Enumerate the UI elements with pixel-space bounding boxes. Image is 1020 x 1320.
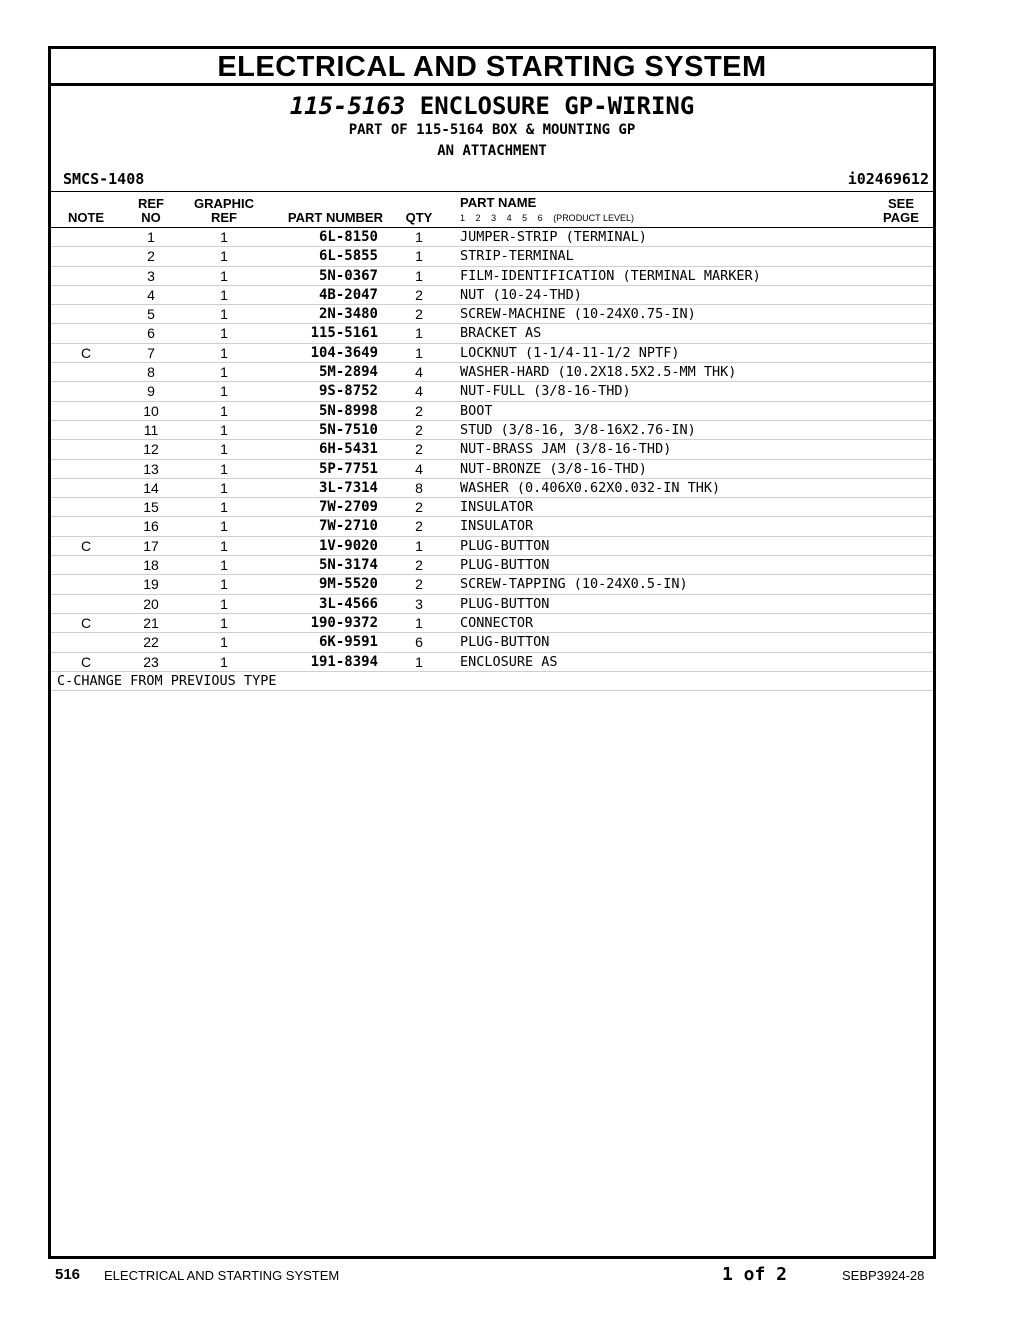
- ref-no-cell: 8: [147, 364, 155, 381]
- qty-cell: 2: [415, 402, 423, 419]
- qty-cell: 2: [415, 518, 423, 535]
- ref-no-cell: 17: [143, 537, 159, 554]
- qty-cell: 2: [415, 557, 423, 574]
- table-row: [51, 653, 933, 672]
- ref-no-cell: 7: [147, 344, 155, 361]
- qty-cell: 1: [415, 267, 423, 284]
- table-row: [51, 479, 933, 498]
- qty-cell: 4: [415, 383, 423, 400]
- graphic-ref-cell: 1: [220, 267, 228, 284]
- product-levels: [460, 213, 642, 223]
- part-name-cell: JUMPER-STRIP (TERMINAL): [460, 229, 647, 245]
- part-number-cell: 6K-9591: [318, 634, 378, 651]
- qty-cell: 1: [415, 248, 423, 265]
- ref-no-cell: 18: [143, 557, 159, 574]
- ref-no-cell: 5: [147, 306, 155, 323]
- qty-cell: 1: [415, 614, 423, 631]
- part-name-cell: PLUG-BUTTON: [460, 595, 550, 612]
- part-name-cell: INSULATOR: [460, 499, 534, 516]
- table-row: [51, 517, 933, 536]
- note-cell: C: [80, 537, 92, 554]
- part-name-cell: STRIP-TERMINAL: [460, 248, 574, 265]
- header-divider: [51, 191, 933, 192]
- table-row: [51, 614, 933, 633]
- table-row: [51, 460, 933, 479]
- part-number-cell: 5N-8998: [318, 402, 378, 419]
- table-row: [51, 382, 933, 401]
- table-row: [51, 228, 933, 247]
- part-number-cell: 3L-7314: [318, 479, 378, 496]
- level-1: 1: [460, 213, 466, 223]
- qty-cell: 3: [415, 595, 423, 612]
- graphic-ref-cell: 1: [220, 383, 228, 400]
- col-note-label: NOTE: [67, 210, 105, 225]
- part-name-cell: WASHER (0.406X0.62X0.032-IN THK): [460, 479, 721, 496]
- level-6: 6: [537, 213, 543, 223]
- graphic-ref-cell: 1: [220, 286, 228, 303]
- graphic-ref-cell: 1: [220, 634, 228, 651]
- table-row: [51, 633, 933, 652]
- note-cell: C: [80, 344, 92, 361]
- table-row: [51, 363, 933, 382]
- part-name-cell: FILM-IDENTIFICATION (TERMINAL MARKER): [460, 267, 761, 284]
- part-number-cell: 5P-7751: [318, 460, 378, 477]
- system-title: ELECTRICAL AND STARTING SYSTEM: [51, 49, 933, 86]
- part-number-cell: 104-3649: [310, 344, 378, 361]
- footer-section: ELECTRICAL AND STARTING SYSTEM: [104, 1268, 340, 1283]
- graphic-ref-cell: 1: [220, 653, 228, 670]
- graphic-ref-cell: 1: [220, 248, 228, 265]
- part-number-cell: 7W-2709: [318, 499, 378, 516]
- col-part-number: [273, 211, 383, 225]
- table-row: [51, 556, 933, 575]
- ref-no-cell: 6: [147, 325, 155, 342]
- table-row: [51, 402, 933, 421]
- col-ref: [131, 197, 171, 225]
- col-graphic-bottom: REF: [211, 210, 237, 225]
- table-row: [51, 305, 933, 324]
- part-number-cell: 4B-2047: [318, 286, 378, 303]
- ref-no-cell: 12: [143, 441, 159, 458]
- col-see-bottom: PAGE: [883, 210, 919, 225]
- part-name-cell: PLUG-BUTTON: [460, 557, 550, 574]
- table-row: [51, 344, 933, 363]
- level-4: 4: [506, 213, 512, 223]
- graphic-ref-cell: 1: [220, 460, 228, 477]
- part-name-cell: NUT (10-24-THD): [460, 286, 582, 303]
- group-number: 115-5163: [289, 92, 406, 120]
- ref-no-cell: 9: [147, 383, 155, 400]
- part-number-cell: 5M-2894: [318, 364, 378, 381]
- graphic-ref-cell: 1: [220, 576, 228, 593]
- qty-cell: 2: [415, 576, 423, 593]
- col-part-number-label: PART NUMBER: [287, 210, 383, 225]
- part-number-cell: 3L-4566: [318, 595, 378, 612]
- qty-cell: 2: [415, 421, 423, 438]
- qty-cell: 6: [415, 634, 423, 651]
- ref-no-cell: 3: [147, 267, 155, 284]
- ref-no-cell: 13: [143, 460, 159, 477]
- ref-no-cell: 2: [147, 248, 155, 265]
- qty-cell: 4: [415, 364, 423, 381]
- part-name-cell: CONNECTOR: [460, 614, 534, 631]
- ref-no-cell: 11: [143, 421, 159, 438]
- part-name-cell: STUD (3/8-16, 3/8-16X2.76-IN): [460, 421, 696, 438]
- table-row: [51, 440, 933, 459]
- part-number-cell: 191-8394: [310, 653, 378, 670]
- col-qty-label: QTY: [405, 210, 433, 225]
- ref-no-cell: 4: [147, 286, 155, 303]
- page-frame: [48, 46, 936, 1259]
- ref-no-cell: 22: [143, 634, 159, 651]
- col-see-top: SEE: [887, 196, 914, 211]
- table-row: [51, 575, 933, 594]
- ref-no-cell: 1: [147, 229, 155, 245]
- group-title: [51, 92, 933, 120]
- level-3: 3: [491, 213, 497, 223]
- graphic-ref-cell: 1: [220, 344, 228, 361]
- part-number-cell: 6L-5855: [318, 248, 378, 265]
- qty-cell: 2: [415, 306, 423, 323]
- ref-no-cell: 15: [143, 499, 159, 516]
- qty-cell: 1: [415, 653, 423, 670]
- part-name-cell: WASHER-HARD (10.2X18.5X2.5-MM THK): [460, 364, 737, 381]
- part-name-cell: NUT-BRONZE (3/8-16-THD): [460, 460, 647, 477]
- ref-no-cell: 10: [143, 402, 159, 419]
- col-ref-bottom: NO: [141, 210, 161, 225]
- qty-cell: 1: [415, 325, 423, 342]
- graphic-ref-cell: 1: [220, 325, 228, 342]
- note-cell: C: [80, 653, 92, 670]
- table-row: [51, 267, 933, 286]
- graphic-ref-cell: 1: [220, 364, 228, 381]
- level-5: 5: [522, 213, 528, 223]
- graphic-ref-cell: 1: [220, 421, 228, 438]
- part-number-cell: 9M-5520: [318, 576, 378, 593]
- col-note: [61, 211, 111, 225]
- part-number-cell: 7W-2710: [318, 518, 378, 535]
- col-graphic-ref: [189, 197, 259, 225]
- qty-cell: 2: [415, 441, 423, 458]
- qty-cell: 4: [415, 460, 423, 477]
- table-row: [51, 498, 933, 517]
- part-number-cell: 9S-8752: [318, 383, 378, 400]
- product-level-label: (PRODUCT LEVEL): [553, 213, 635, 223]
- table-row: [51, 286, 933, 305]
- graphic-ref-cell: 1: [220, 441, 228, 458]
- graphic-ref-cell: 1: [220, 479, 228, 496]
- col-graphic-top: GRAPHIC: [194, 196, 254, 211]
- graphic-ref-cell: 1: [220, 518, 228, 535]
- graphic-ref-cell: 1: [220, 595, 228, 612]
- part-number-cell: 2N-3480: [318, 306, 378, 323]
- ref-no-cell: 14: [143, 479, 159, 496]
- qty-cell: 8: [415, 479, 423, 496]
- smcs-code: SMCS-1408: [63, 170, 145, 188]
- part-name-cell: NUT-BRASS JAM (3/8-16-THD): [460, 441, 672, 458]
- qty-cell: 1: [415, 537, 423, 554]
- col-ref-top: REF: [138, 196, 164, 211]
- table-row: [51, 595, 933, 614]
- group-name: ENCLOSURE GP-WIRING: [419, 92, 695, 120]
- ref-no-cell: 16: [143, 518, 159, 535]
- graphic-ref-cell: 1: [220, 499, 228, 516]
- part-number-cell: 6H-5431: [318, 441, 378, 458]
- part-name-cell: PLUG-BUTTON: [460, 537, 550, 554]
- graphic-ref-cell: 1: [220, 306, 228, 323]
- col-qty: [399, 211, 439, 225]
- part-of-line: PART OF 115-5164 BOX & MOUNTING GP: [348, 122, 636, 138]
- ref-no-cell: 20: [143, 595, 159, 612]
- part-number-cell: 115-5161: [310, 325, 378, 342]
- ref-no-cell: 19: [143, 576, 159, 593]
- qty-cell: 2: [415, 286, 423, 303]
- footnote: C-CHANGE FROM PREVIOUS TYPE: [51, 672, 933, 691]
- illustration-id: i02469612: [847, 170, 929, 188]
- part-number-cell: 190-9372: [310, 614, 378, 631]
- qty-cell: 2: [415, 499, 423, 516]
- ref-no-cell: 23: [143, 653, 159, 670]
- part-name-cell: NUT-FULL (3/8-16-THD): [460, 383, 631, 400]
- part-number-cell: 5N-3174: [318, 557, 378, 574]
- graphic-ref-cell: 1: [220, 537, 228, 554]
- col-see-page: [876, 197, 926, 225]
- part-name-cell: ENCLOSURE AS: [460, 653, 558, 670]
- table-row: [51, 247, 933, 266]
- note-cell: C: [80, 614, 92, 631]
- part-name-cell: INSULATOR: [460, 518, 534, 535]
- col-part-name: [460, 196, 536, 210]
- part-number-cell: 1V-9020: [318, 537, 378, 554]
- level-2: 2: [475, 213, 481, 223]
- part-name-cell: SCREW-TAPPING (10-24X0.5-IN): [460, 576, 688, 593]
- part-name-cell: SCREW-MACHINE (10-24X0.75-IN): [460, 306, 696, 323]
- table-row: [51, 537, 933, 556]
- qty-cell: 1: [415, 344, 423, 361]
- graphic-ref-cell: 1: [220, 614, 228, 631]
- footer-page-number: 516: [55, 1266, 81, 1283]
- qty-cell: 1: [415, 229, 423, 245]
- parts-table: [51, 227, 933, 691]
- footer-page-of: 1 of 2: [722, 1264, 788, 1285]
- footer-doc-id: SEBP3924-28: [842, 1268, 925, 1283]
- graphic-ref-cell: 1: [220, 402, 228, 419]
- part-name-cell: BRACKET AS: [460, 325, 542, 342]
- part-name-cell: LOCKNUT (1-1/4-11-1/2 NPTF): [460, 344, 680, 361]
- part-name-cell: BOOT: [460, 402, 493, 419]
- part-number-cell: 6L-8150: [318, 229, 378, 245]
- ref-no-cell: 21: [143, 614, 159, 631]
- col-part-name-label: PART NAME: [460, 195, 537, 210]
- attachment-line: AN ATTACHMENT: [437, 143, 547, 159]
- part-name-cell: PLUG-BUTTON: [460, 634, 550, 651]
- table-row: [51, 324, 933, 343]
- part-number-cell: 5N-0367: [318, 267, 378, 284]
- part-number-cell: 5N-7510: [318, 421, 378, 438]
- table-row: [51, 421, 933, 440]
- graphic-ref-cell: 1: [220, 557, 228, 574]
- graphic-ref-cell: 1: [220, 229, 228, 245]
